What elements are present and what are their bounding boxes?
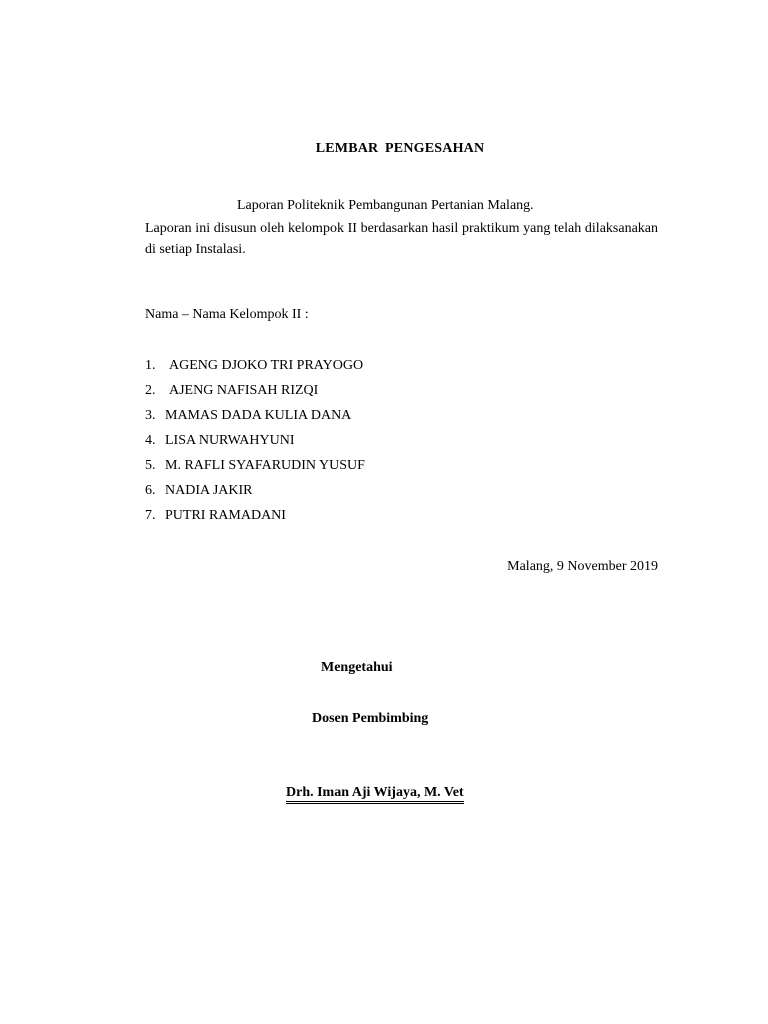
member-name: NADIA JAKIR <box>165 483 253 498</box>
members-heading: Nama – Nama Kelompok II : <box>145 307 309 322</box>
member-number: 1. <box>145 358 156 373</box>
acknowledge-label: Mengetahui <box>321 660 393 675</box>
document-title: LEMBAR PENGESAHAN <box>315 141 485 156</box>
list-item <box>145 431 365 456</box>
member-name: PUTRI RAMADANI <box>165 508 286 523</box>
member-name: AGENG DJOKO TRI PRAYOGO <box>169 358 364 373</box>
list-item <box>145 356 365 381</box>
intro-paragraph: Laporan ini disusun oleh kelompok II berdasarkan hasil praktikum yang telah dilaksanakan di setiap Instalasi. <box>145 221 658 257</box>
member-name: M. RAFLI SYAFARUDIN YUSUF <box>165 458 365 473</box>
intro-line: Laporan Politeknik Pembangunan Pertanian Malang. <box>237 198 534 213</box>
list-item <box>145 481 365 506</box>
list-item <box>145 381 365 406</box>
member-number: 7. <box>145 508 156 523</box>
member-name: LISA NURWAHYUNI <box>165 433 295 448</box>
member-name: AJENG NAFISAH RIZQI <box>169 383 319 398</box>
member-number: 3. <box>145 408 156 423</box>
list-item <box>145 506 365 531</box>
member-number: 4. <box>145 433 156 448</box>
place-date: Malang, 9 November 2019 <box>507 559 658 574</box>
member-list <box>145 356 365 531</box>
list-item <box>145 456 365 481</box>
member-name: MAMAS DADA KULIA DANA <box>165 408 352 423</box>
advisor-role: Dosen Pembimbing <box>312 711 429 726</box>
member-number: 2. <box>145 383 156 398</box>
advisor-name: Drh. Iman Aji Wijaya, M. Vet <box>286 785 464 804</box>
member-number: 6. <box>145 483 156 498</box>
member-number: 5. <box>145 458 156 473</box>
list-item <box>145 406 365 431</box>
